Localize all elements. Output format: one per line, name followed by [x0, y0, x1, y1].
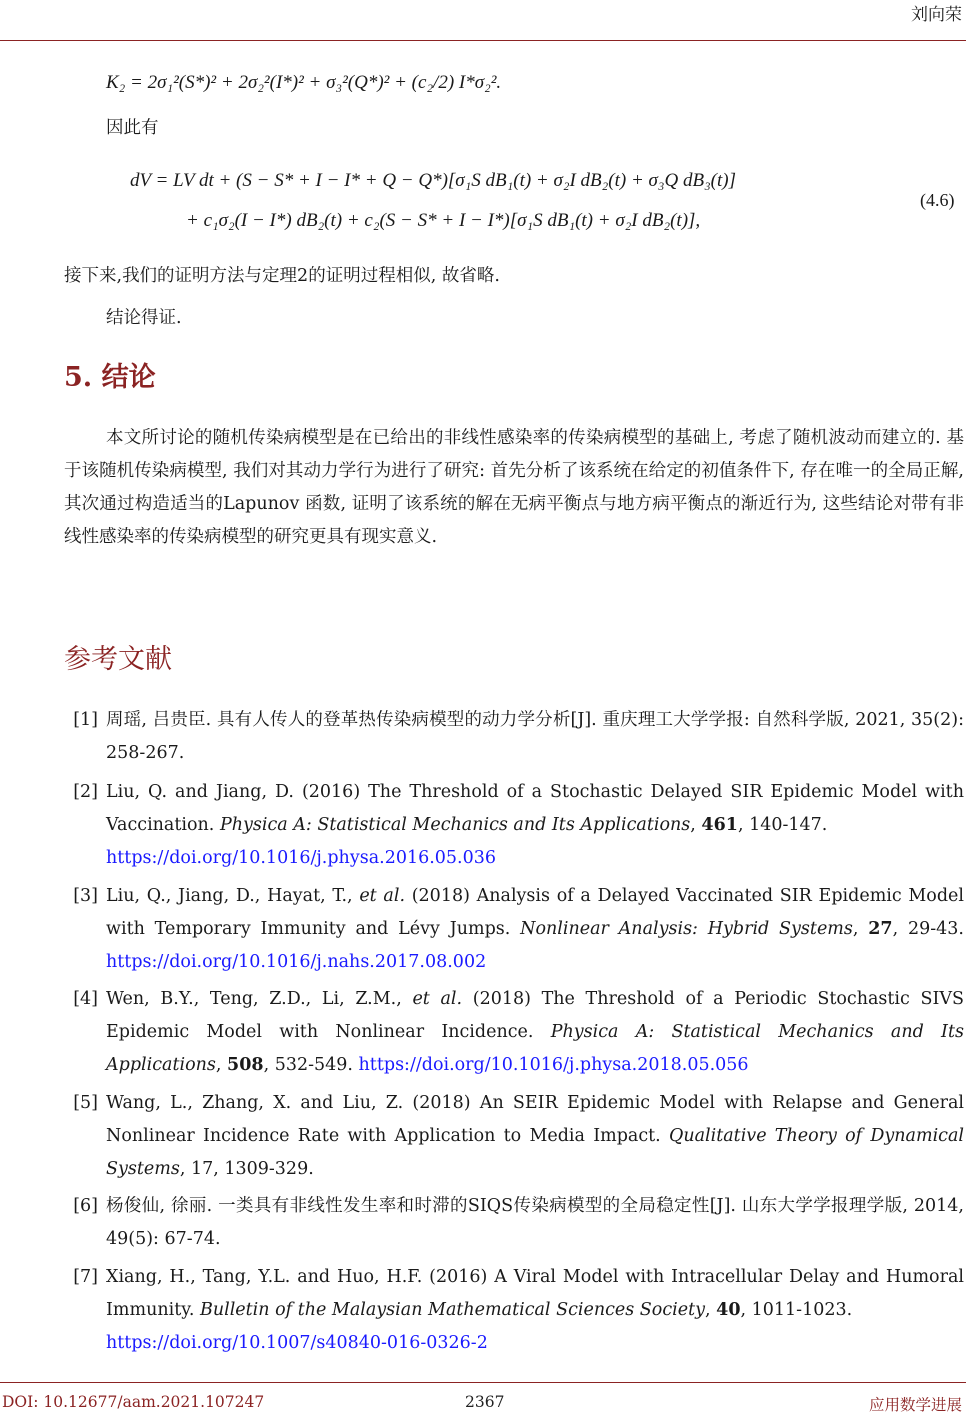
reference-item — [64, 1190, 964, 1256]
reference-item — [64, 983, 964, 1082]
reference-number: [1] — [73, 710, 98, 730]
reference-text: 周瑶, 吕贵臣. 具有人传人的登革热传染病模型的动力学分析[J]. 重庆理工大学学报: 自然科学版, 2021, 35(2): 258-267. — [106, 710, 964, 763]
reference-pages: , 29-43. — [892, 919, 964, 939]
reference-number: [3] — [73, 886, 98, 906]
reference-number: [4] — [73, 989, 98, 1009]
reference-separator: , — [215, 1055, 228, 1075]
reference-doi-link[interactable]: https://doi.org/10.1007/s40840-016-0326-2 — [106, 1333, 488, 1353]
reference-item — [64, 880, 964, 979]
reference-journal: Qualitative Theory of Dynamical Systems — [106, 1126, 964, 1179]
reference-number: [2] — [73, 782, 98, 802]
footer-doi[interactable]: DOI: 10.12677/aam.2021.107247 — [2, 1393, 265, 1411]
conclusion-paragraph: 本文所讨论的随机传染病模型是在已给出的非线性感染率的传染病模型的基础上, 考虑了随机波动而建立的. 基于该随机传染病模型, 我们对其动力学行为进行了研究: 首先分析了该系统在给定的初值条件下, 存在唯一的全局正解, 其次通过构造适当的Lapunov 函数, 证明了该系统的解在无病平衡点与地方病平衡点的渐近行为, 这些结论对带有非线性感染率的传染病模型的研究更具有现实意义. — [64, 428, 964, 547]
reference-separator: , — [690, 815, 702, 835]
reference-journal: Bulletin of the Malaysian Mathematical Sciences Society — [199, 1300, 705, 1320]
equation-k2: K₂ = 2σ₁²(S*)² + 2σ₂²(I*)² + σ₃²(Q*)² + (c₂/2) I*σ₂². — [106, 72, 502, 93]
reference-item — [64, 1087, 964, 1186]
equation-dv-line2: + c₁σ₂(I − I*) dB₂(t) + c₂(S − S* + I − I*)[σ₁S dB₁(t) + σ₂I dB₂(t)], — [186, 210, 701, 231]
header-rule — [0, 40, 966, 41]
footer-rule — [0, 1382, 966, 1383]
reference-pages: , 17, 1309-329. — [179, 1159, 314, 1179]
references-heading: 参考文献 — [64, 644, 172, 675]
reference-text: Liu, Q. and Jiang, D. (2016) The Threshold of a Stochastic Delayed SIR Epidemic Model with Vaccination. — [106, 782, 964, 835]
reference-number: [6] — [73, 1196, 98, 1216]
reference-text: Xiang, H., Tang, Y.L. and Huo, H.F. (2016) A Viral Model with Intracellular Delay and Humoral Immunity. — [106, 1267, 964, 1320]
reference-doi-link[interactable]: https://doi.org/10.1016/j.physa.2018.05.056 — [358, 1055, 749, 1075]
footer-page-number: 2367 — [465, 1393, 505, 1411]
proof-similar-text: 接下来,我们的证明方法与定理2的证明过程相似, 故省略. — [64, 266, 500, 286]
reference-text: Liu, Q., Jiang, D., Hayat, T., — [106, 886, 360, 906]
footer-journal-name: 应用数学进展 — [868, 1396, 962, 1414]
reference-pages: , 532-549. — [263, 1055, 359, 1075]
reference-volume: 461 — [701, 815, 738, 835]
reference-text: Wen, B.Y., Teng, Z.D., Li, Z.M., — [106, 989, 413, 1009]
reference-item — [64, 704, 964, 770]
reference-separator: , — [852, 919, 869, 939]
reference-doi-link[interactable]: https://doi.org/10.1016/j.physa.2016.05.036 — [106, 848, 497, 868]
reference-text: Wang, L., Zhang, X. and Liu, Z. (2018) An SEIR Epidemic Model with Relapse and General Nonlinear Incidence Rate with Application to Media Impact. — [106, 1093, 964, 1146]
reference-text: 杨俊仙, 徐丽. 一类具有非线性发生率和时滞的SIQS传染病模型的全局稳定性[J]. 山东大学学报理学版, 2014, 49(5): 67-74. — [106, 1196, 964, 1249]
reference-item — [64, 776, 964, 875]
reference-etal: et al. — [359, 886, 406, 906]
proof-conclusion-text: 结论得证. — [106, 308, 182, 328]
reference-pages: , 1011-1023. — [740, 1300, 853, 1320]
reference-pages: , 140-147. — [737, 815, 828, 835]
reference-doi-link[interactable]: https://doi.org/10.1016/j.nahs.2017.08.002 — [106, 952, 487, 972]
reference-separator: , — [705, 1300, 717, 1320]
section-5-heading — [64, 355, 156, 394]
reference-etal: et al. — [412, 989, 463, 1009]
section-5-number: 5. — [64, 362, 93, 393]
section-5-title: 结论 — [101, 362, 156, 393]
reference-journal: Physica A: Statistical Mechanics and Its Applications — [106, 1022, 964, 1075]
reference-number: [5] — [73, 1093, 98, 1113]
reference-volume: 508 — [227, 1055, 264, 1075]
reference-item — [64, 1261, 964, 1360]
reference-text-title: (2018) The Threshold of a Periodic Stochastic SIVS Epidemic Model with Nonlinear Incidence. — [106, 989, 964, 1042]
therefore-text: 因此有 — [106, 118, 159, 138]
running-header-author: 刘向荣 — [911, 5, 962, 25]
reference-number: [7] — [73, 1267, 98, 1287]
reference-volume: 40 — [716, 1300, 741, 1320]
reference-journal: Nonlinear Analysis: Hybrid Systems — [520, 919, 853, 939]
equation-number: (4.6) — [920, 190, 955, 210]
reference-text-title: (2018) Analysis of a Delayed Vaccinated SIR Epidemic Model with Temporary Immunity and Lévy Jumps. — [106, 886, 964, 939]
reference-volume: 27 — [868, 919, 893, 939]
equation-dv-line1: dV = LV dt + (S − S* + I − I* + Q − Q*)[σ₁S dB₁(t) + σ₂I dB₂(t) + σ₃Q dB₃(t)] — [130, 170, 737, 191]
reference-journal: Physica A: Statistical Mechanics and Its Applications — [219, 815, 691, 835]
